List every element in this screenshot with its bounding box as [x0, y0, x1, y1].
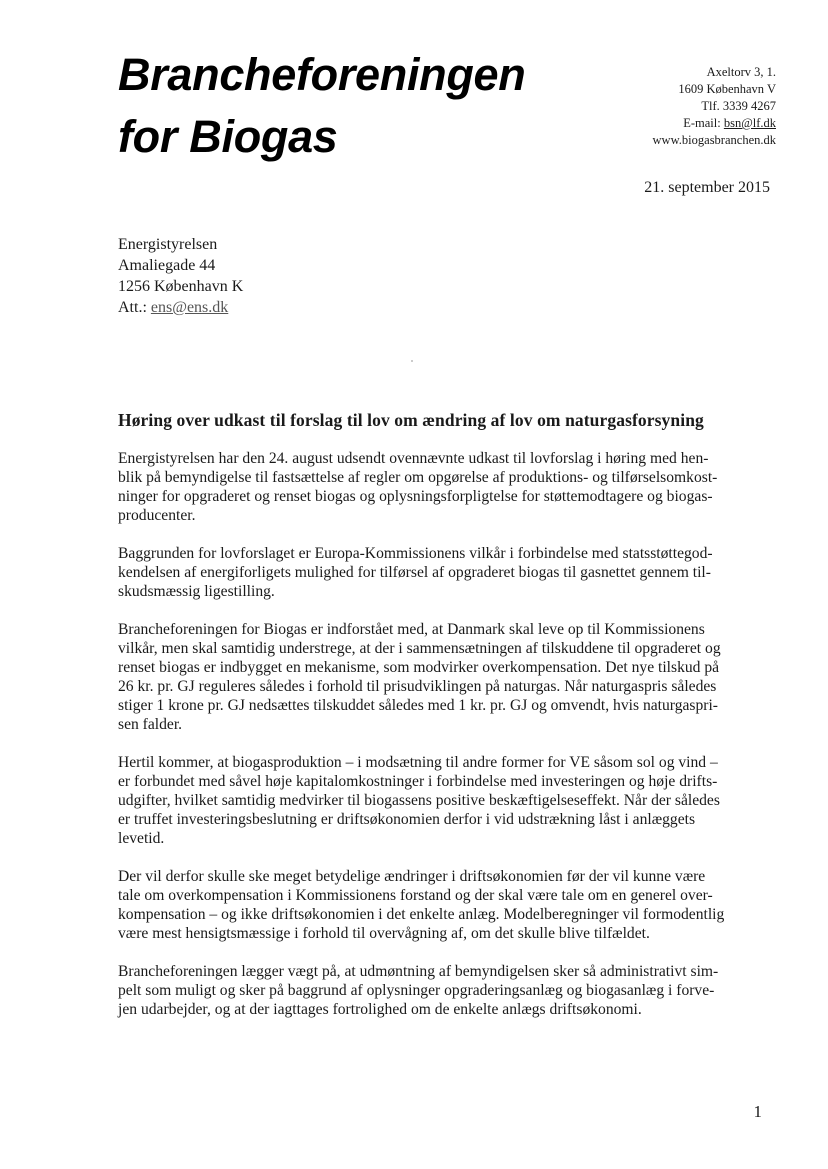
- sender-city: 1609 København V: [678, 82, 776, 96]
- scan-speck: [411, 360, 413, 362]
- recipient-name: Energistyrelsen: [118, 236, 218, 253]
- sender-address-block: [653, 64, 776, 149]
- page-number: 1: [753, 1102, 762, 1121]
- sender-email-link[interactable]: bsn@lf.dk: [723, 116, 776, 130]
- logo-line-1: Brancheforeningen: [118, 49, 526, 100]
- body-paragraph: [118, 544, 764, 601]
- body-paragraph: [118, 449, 764, 525]
- paragraph-line: stiger 1 krone pr. GJ nedsættes tilskuddet således med 1 kr. pr. GJ og omvendt, hvis naturgaspri-: [118, 697, 719, 714]
- paragraph-line: 26 kr. pr. GJ reguleres således i forhold til prisudviklingen på naturgas. Når naturgaspris således: [118, 678, 717, 695]
- recipient-email-link[interactable]: ens@ens.dk: [150, 299, 229, 316]
- paragraph-line: Baggrunden for lovforslaget er Europa-Kommissionens vilkår i forbindelse med statsstøttegod-: [118, 545, 713, 562]
- body-paragraph: [118, 753, 764, 848]
- paragraph-line: kendelsen af energiforligets mulighed for tilførsel af opgraderet biogas til gasnettet gennem til-: [118, 564, 711, 581]
- paragraph-line: vilkår, men skal samtidig understrege, at der i sammensætningen af tilskuddene til opgraderet og: [118, 640, 721, 657]
- organization-logo: [118, 44, 525, 168]
- paragraph-line: levetid.: [118, 830, 165, 847]
- paragraph-line: er truffet investeringsbeslutning er driftsøkonomien derfor i vid udstrækning låst i anlæggets: [118, 811, 696, 828]
- letter-subject: Høring over udkast til forslag til lov om ændring af lov om naturgasforsyning: [118, 410, 704, 430]
- letter-date: 21. september 2015: [644, 179, 770, 196]
- paragraph-line: Brancheforeningen for Biogas er indforstået med, at Danmark skal leve op til Kommissionens: [118, 621, 705, 638]
- sender-phone: Tlf. 3339 4267: [701, 99, 776, 113]
- recipient-att-label: Att.:: [118, 299, 151, 316]
- paragraph-line: kompensation – og ikke driftsøkonomien i det enkelte anlæg. Modelberegninger vil formodentlig: [118, 906, 725, 923]
- paragraph-line: Hertil kommer, at biogasproduktion – i modsætning til andre former for VE såsom sol og vind –: [118, 754, 718, 771]
- paragraph-line: blik på bemyndigelse til fastsættelse af regler om opgørelse af produktions- og tilførselsomkost-: [118, 469, 718, 486]
- sender-email-label: E-mail:: [683, 116, 724, 130]
- paragraph-line: skudsmæssig ligestilling.: [118, 583, 275, 600]
- paragraph-line: pelt som muligt og sker på baggrund af oplysninger opgraderingsanlæg og biogasanlæg i forve-: [118, 982, 715, 999]
- paragraph-line: tale om overkompensation i Kommissionens forstand og der skal være tale om en generel over-: [118, 887, 713, 904]
- recipient-att-row: [118, 297, 243, 318]
- body-paragraph: [118, 867, 764, 943]
- paragraph-line: udgifter, hvilket samtidig medvirker til biogassens positive beskæftigelseseffekt. Når der således: [118, 792, 720, 809]
- sender-website: www.biogasbranchen.dk: [652, 133, 776, 147]
- paragraph-line: Der vil derfor skulle ske meget betydelige ændringer i driftsøkonomien før der vil kunne være: [118, 868, 706, 885]
- paragraph-line: Brancheforeningen lægger vægt på, at udmøntning af bemyndigelsen sker så administrativt sim-: [118, 963, 719, 980]
- sender-street: Axeltorv 3, 1.: [706, 65, 776, 79]
- recipient-city: 1256 København K: [118, 278, 244, 295]
- paragraph-line: være mest hensigtsmæssige i forhold til overvågning af, om det skulle blive tilfældet.: [118, 925, 650, 942]
- paragraph-line: sen falder.: [118, 716, 183, 733]
- body-paragraph: [118, 962, 764, 1019]
- paragraph-line: ninger for opgraderet og renset biogas og oplysningsforpligtelse for støttemodtagere og biogas-: [118, 488, 713, 505]
- body-paragraph: [118, 620, 764, 734]
- logo-line-2: for Biogas: [118, 111, 338, 162]
- paragraph-line: renset biogas er indbygget en mekanisme, som modvirker overkompensation. Det nye tilskud på: [118, 659, 720, 676]
- paragraph-line: er forbundet med såvel høje kapitalomkostninger i forbindelse med investeringen og høje drifts-: [118, 773, 718, 790]
- sender-email-row: [653, 115, 776, 132]
- paragraph-line: Energistyrelsen har den 24. august udsendt ovennævnte udkast til lovforslag i høring med hen-: [118, 450, 709, 467]
- paragraph-line: producenter.: [118, 507, 196, 524]
- recipient-street: Amaliegade 44: [118, 257, 216, 274]
- paragraph-line: jen udarbejder, og at der iagttages fortrolighed om de enkelte anlægs driftsøkonomi.: [118, 1001, 642, 1018]
- letter-body: [118, 449, 764, 1038]
- recipient-address-block: [118, 234, 243, 318]
